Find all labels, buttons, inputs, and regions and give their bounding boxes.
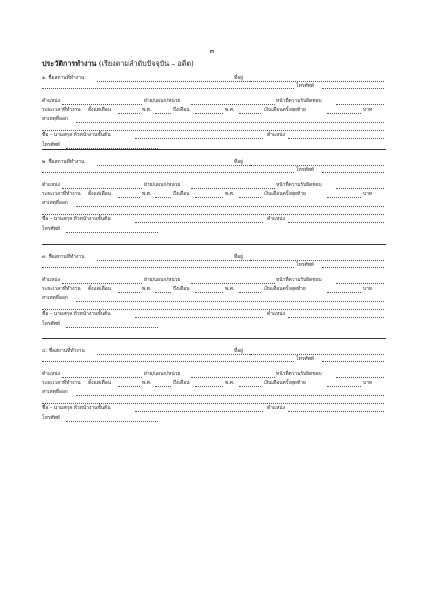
position-field[interactable] [62, 104, 142, 105]
workplace-name-label: ๔. ชื่อสถานที่ทำงาน [42, 348, 85, 354]
department-field[interactable] [191, 283, 275, 284]
start-month-field[interactable] [118, 292, 140, 293]
last-salary-field[interactable] [327, 113, 361, 114]
phone-field[interactable] [322, 361, 384, 362]
position-label: ตำแหน่ง [42, 277, 61, 283]
start-month-label: ตั้งแต่เดือน [88, 286, 112, 292]
leave-reason-label: สาเหตุที่ออก [42, 389, 68, 395]
leave-reason-field[interactable] [76, 122, 384, 123]
position-field[interactable] [62, 377, 142, 378]
last-salary-label: เงินเดือนครั้งสุดท้าย [264, 107, 306, 113]
duration-label: ระยะเวลาที่ทำงาน [42, 286, 81, 292]
phone-label: โทรศัพท์ [296, 356, 315, 362]
to-month-label: ถึงเดือน [173, 286, 190, 292]
position-label: ตำแหน่ง [42, 182, 61, 188]
address-line2-field[interactable] [42, 267, 294, 268]
baht-label: บาท [363, 286, 373, 292]
responsibility-label: หน้าที่ความรับผิดชอบ [276, 277, 322, 283]
phone-field[interactable] [322, 172, 384, 173]
supervisor-position-field[interactable] [288, 222, 384, 223]
supervisor-phone-label: โทรศัพท์ [42, 415, 61, 421]
responsibility-label: หน้าที่ความรับผิดชอบ [276, 182, 322, 188]
supervisor-position-label: ตำแหน่ง [267, 311, 286, 317]
last-salary-label: เงินเดือนครั้งสุดท้าย [264, 380, 306, 386]
address-line2-field[interactable] [42, 172, 294, 173]
supervisor-position-field[interactable] [288, 138, 384, 139]
supervisor-phone-label: โทรศัพท์ [42, 321, 61, 327]
workplace-name-label: ๒. ชื่อสถานที่ทำงาน [42, 159, 85, 165]
start-year-label: พ.ศ. [142, 107, 152, 113]
last-salary-field[interactable] [327, 197, 361, 198]
to-month-field[interactable] [195, 386, 223, 387]
supervisor-position-label: ตำแหน่ง [267, 132, 286, 138]
supervisor-position-field[interactable] [288, 411, 384, 412]
address-label: ที่อยู่ [234, 159, 244, 165]
leave-reason-label: สาเหตุที่ออก [42, 200, 68, 206]
work-history-entry-3 [42, 254, 384, 359]
address-field[interactable] [250, 81, 384, 82]
supervisor-position-label: ตำแหน่ง [267, 216, 286, 222]
to-month-field[interactable] [195, 113, 223, 114]
workplace-name-field[interactable] [97, 165, 272, 166]
phone-field[interactable] [322, 267, 384, 268]
duration-label: ระยะเวลาที่ทำงาน [42, 191, 81, 197]
supervisor-name-label: ชื่อ – นามสกุล หัวหน้างานชั้นต้น [42, 311, 111, 317]
leave-reason-line2-field[interactable] [42, 130, 384, 131]
responsibility-field[interactable] [336, 104, 384, 105]
address-field[interactable] [250, 354, 384, 355]
last-salary-label: เงินเดือนครั้งสุดท้าย [264, 191, 306, 197]
workplace-name-label: ๑. ชื่อสถานที่ทำงาน [42, 75, 85, 81]
section-divider [42, 244, 386, 245]
address-field[interactable] [250, 165, 384, 166]
page-title [42, 59, 194, 70]
position-label: ตำแหน่ง [42, 371, 61, 377]
leave-reason-line2-field[interactable] [42, 214, 384, 215]
supervisor-name-label: ชื่อ – นามสกุล หัวหน้างานชั้นต้น [42, 132, 111, 138]
work-history-entry-4 [42, 348, 384, 453]
start-month-label: ตั้งแต่เดือน [88, 191, 112, 197]
start-month-field[interactable] [118, 197, 140, 198]
address-label: ที่อยู่ [234, 254, 244, 260]
address-line2-field[interactable] [42, 361, 294, 362]
address-label: ที่อยู่ [234, 348, 244, 354]
responsibility-field[interactable] [336, 377, 384, 378]
to-month-label: ถึงเดือน [173, 107, 190, 113]
start-month-field[interactable] [118, 386, 140, 387]
start-year-field[interactable] [155, 292, 171, 293]
address-field[interactable] [250, 260, 384, 261]
start-year-field[interactable] [155, 197, 171, 198]
start-month-label: ตั้งแต่เดือน [88, 107, 112, 113]
position-label: ตำแหน่ง [42, 98, 61, 104]
supervisor-name-field[interactable] [135, 138, 263, 139]
workplace-name-field[interactable] [97, 81, 272, 82]
supervisor-name-field[interactable] [135, 411, 263, 412]
responsibility-field[interactable] [336, 283, 384, 284]
leave-reason-label: สาเหตุที่ออก [42, 116, 68, 122]
to-month-field[interactable] [195, 197, 223, 198]
end-year-label: พ.ศ. [225, 191, 235, 197]
supervisor-phone-label: โทรศัพท์ [42, 142, 61, 148]
title-note: (เรียงตามลำดับปัจจุบัน – อดีต) [98, 59, 194, 68]
leave-reason-label: สาเหตุที่ออก [42, 295, 68, 301]
phone-field[interactable] [322, 88, 384, 89]
start-month-label: ตั้งแต่เดือน [88, 380, 112, 386]
supervisor-phone-label: โทรศัพท์ [42, 226, 61, 232]
address-line2-field[interactable] [42, 88, 294, 89]
start-year-field[interactable] [155, 113, 171, 114]
workplace-name-field[interactable] [97, 260, 272, 261]
page-number: ๓ [209, 47, 215, 55]
end-year-field[interactable] [239, 386, 261, 387]
position-field[interactable] [62, 283, 142, 284]
department-label: ฝ่าย/แผนก/หน่วย [144, 371, 181, 377]
supervisor-name-field[interactable] [135, 222, 263, 223]
department-field[interactable] [191, 377, 275, 378]
department-field[interactable] [191, 188, 275, 189]
baht-label: บาท [363, 380, 373, 386]
leave-reason-line2-field[interactable] [42, 309, 384, 310]
to-month-label: ถึงเดือน [173, 380, 190, 386]
end-year-field[interactable] [239, 292, 261, 293]
workplace-name-label: ๓. ชื่อสถานที่ทำงาน [42, 254, 85, 260]
position-field[interactable] [62, 188, 142, 189]
start-year-field[interactable] [155, 386, 171, 387]
leave-reason-field[interactable] [76, 301, 384, 302]
end-year-label: พ.ศ. [225, 380, 235, 386]
supervisor-phone-field[interactable] [66, 232, 158, 233]
responsibility-label: หน้าที่ความรับผิดชอบ [276, 98, 322, 104]
leave-reason-field[interactable] [76, 395, 384, 396]
end-year-field[interactable] [239, 113, 261, 114]
leave-reason-field[interactable] [76, 206, 384, 207]
last-salary-field[interactable] [327, 292, 361, 293]
start-month-field[interactable] [118, 113, 140, 114]
to-month-label: ถึงเดือน [173, 191, 190, 197]
title-main: ประวัติการทำงาน [42, 59, 97, 68]
leave-reason-line2-field[interactable] [42, 403, 384, 404]
last-salary-label: เงินเดือนครั้งสุดท้าย [264, 286, 306, 292]
section-divider [42, 149, 386, 150]
start-year-label: พ.ศ. [142, 286, 152, 292]
start-year-label: พ.ศ. [142, 380, 152, 386]
department-label: ฝ่าย/แผนก/หน่วย [144, 182, 181, 188]
workplace-name-field[interactable] [97, 354, 272, 355]
start-year-label: พ.ศ. [142, 191, 152, 197]
supervisor-position-label: ตำแหน่ง [267, 405, 286, 411]
duration-label: ระยะเวลาที่ทำงาน [42, 380, 81, 386]
responsibility-field[interactable] [336, 188, 384, 189]
department-label: ฝ่าย/แผนก/หน่วย [144, 98, 181, 104]
phone-label: โทรศัพท์ [296, 262, 315, 268]
department-label: ฝ่าย/แผนก/หน่วย [144, 277, 181, 283]
supervisor-position-field[interactable] [288, 317, 384, 318]
phone-label: โทรศัพท์ [296, 167, 315, 173]
baht-label: บาท [363, 191, 373, 197]
duration-label: ระยะเวลาที่ทำงาน [42, 107, 81, 113]
supervisor-name-label: ชื่อ – นามสกุล หัวหน้างานชั้นต้น [42, 405, 111, 411]
end-year-label: พ.ศ. [225, 286, 235, 292]
last-salary-field[interactable] [327, 386, 361, 387]
supervisor-name-field[interactable] [135, 317, 263, 318]
supervisor-phone-field[interactable] [66, 327, 158, 328]
department-field[interactable] [191, 104, 275, 105]
phone-label: โทรศัพท์ [296, 83, 315, 89]
supervisor-name-label: ชื่อ – นามสกุล หัวหน้างานชั้นต้น [42, 216, 111, 222]
section-divider [42, 338, 386, 339]
work-history-entry-2 [42, 159, 384, 264]
to-month-field[interactable] [195, 292, 223, 293]
baht-label: บาท [363, 107, 373, 113]
address-label: ที่อยู่ [234, 75, 244, 81]
end-year-field[interactable] [239, 197, 261, 198]
supervisor-phone-field[interactable] [66, 421, 158, 422]
responsibility-label: หน้าที่ความรับผิดชอบ [276, 371, 322, 377]
end-year-label: พ.ศ. [225, 107, 235, 113]
